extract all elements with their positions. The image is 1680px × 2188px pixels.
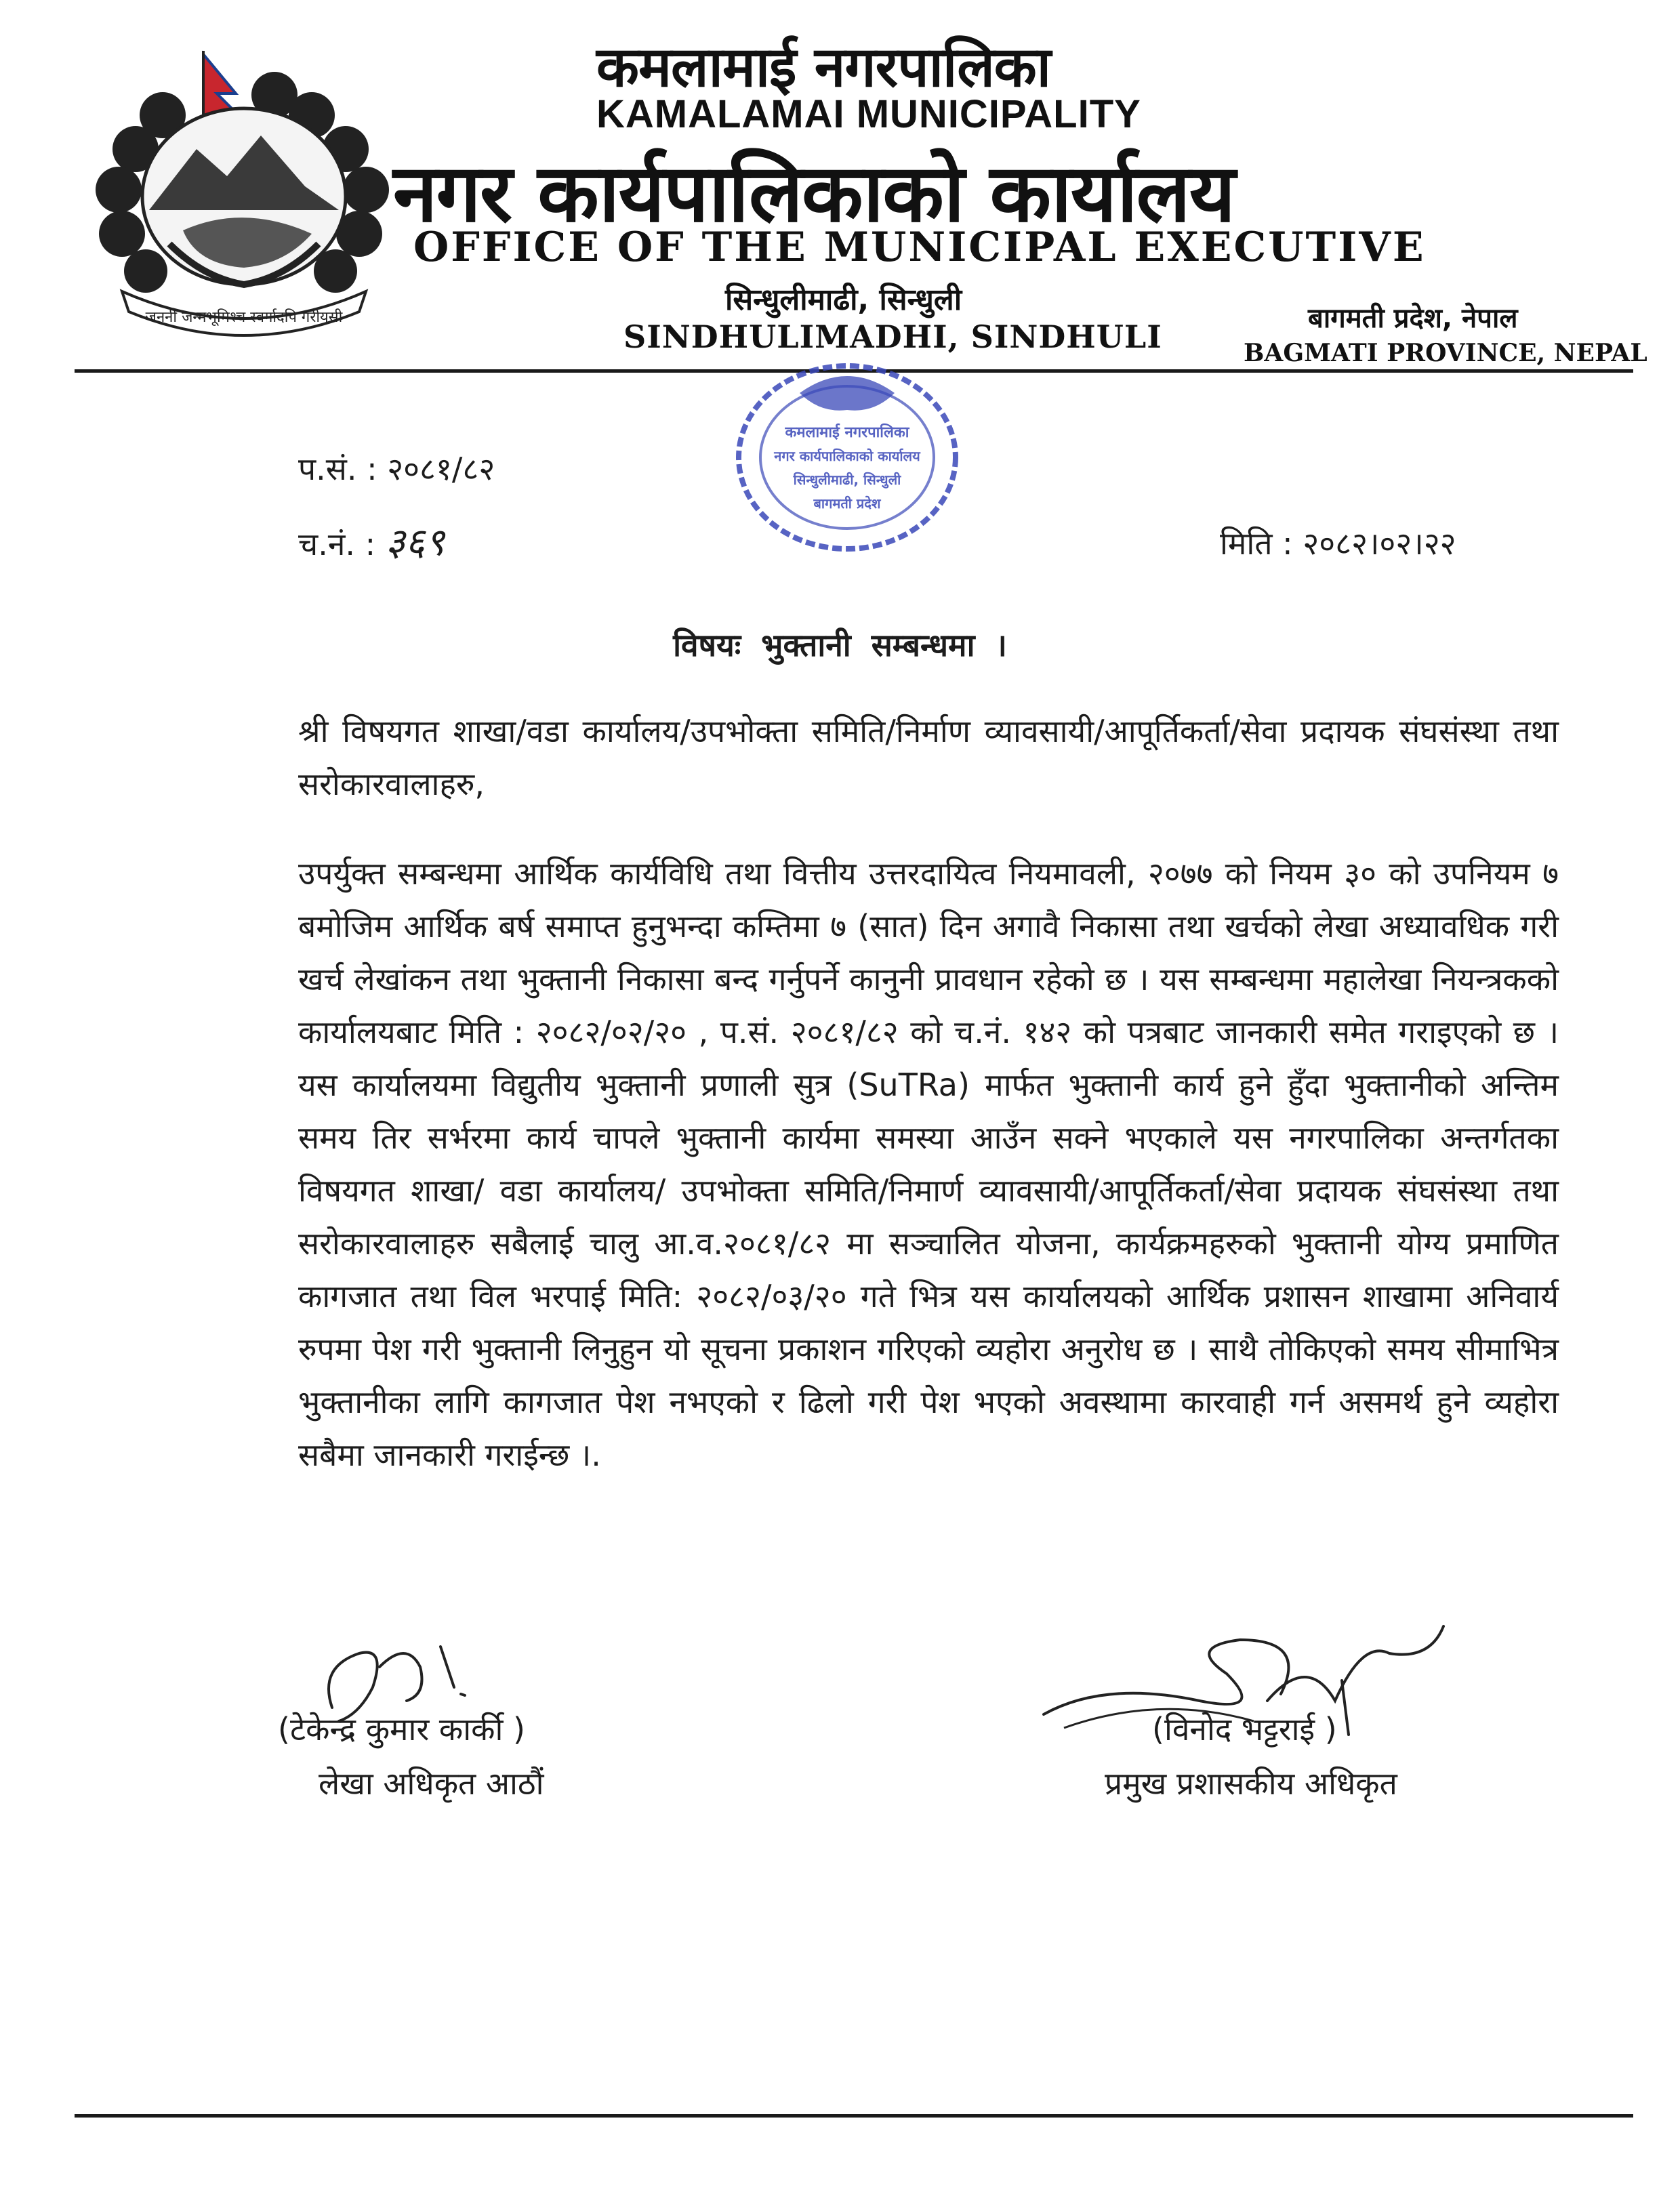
- dispatch-number-label: च.नं. :: [298, 526, 376, 562]
- office-name-en: OFFICE OF THE MUNICIPAL EXECUTIVE: [413, 224, 1426, 271]
- location-en: SINDHULIMADHI, SINDHULI: [623, 318, 1162, 355]
- footer-divider: [75, 2114, 1633, 2118]
- letter-date-value: २०८२।०२।२२: [1303, 525, 1456, 562]
- dispatch-number-value: ३६९: [385, 520, 445, 564]
- letter-date: [1220, 522, 1456, 564]
- municipality-name-np: कमलामाई नगरपालिका: [596, 35, 1051, 100]
- left-signatory-title: लेखा अधिकृत आठौं: [319, 1765, 544, 1802]
- svg-text:नगर कार्यपालिकाको कार्यालय: नगर कार्यपालिकाको कार्यालय: [774, 448, 920, 464]
- reference-number-value: २०८१/८२: [387, 451, 495, 487]
- svg-text:सिन्धुलीमाढी, सिन्धुली: सिन्धुलीमाढी, सिन्धुली: [793, 472, 901, 488]
- svg-text:बागमती प्रदेश: बागमती प्रदेश: [813, 495, 881, 512]
- nepal-emblem-icon: [81, 41, 407, 339]
- province-en: BAGMATI PROVINCE, NEPAL: [1244, 339, 1647, 367]
- dispatch-number: [298, 515, 445, 566]
- svg-text:जननी जन्मभूमिश्च स्वर्गादपि गर: जननी जन्मभूमिश्च स्वर्गादपि गरीयसी: [145, 309, 343, 326]
- letter-subject: विषयः भुक्तानी सम्बन्धमा ।: [673, 627, 1007, 663]
- municipal-seal-icon: [718, 346, 976, 556]
- right-signatory-title: प्रमुख प्रशासकीय अधिकृत: [1105, 1765, 1397, 1802]
- letter-date-label: मिति :: [1220, 525, 1293, 562]
- letter-body: उपर्युक्त सम्बन्धमा आर्थिक कार्यविधि तथा वित्तीय उत्तरदायित्व नियमावली, २०७७ को नियम ३० को उपनियम ७ बमोजिम आर्थिक बर्ष समाप्त हुनुभन्दा कम्तिमा ७ (सात) दिन अगावै निकासा तथा खर्चको लेखा अध्यावधिक गरी खर्च लेखांकन तथा भुक्तानी निकासा बन्द गर्नुपर्ने कानुनी प्रावधान रहेको छ । यस सम्बन्धमा महालेखा नियन्त्रकको कार्यालयबाट मिति : २०८२/०२/२० , प.सं. २०८१/८२ को च.नं. १४२ को पत्रबाट जानकारी समेत गराइएको छ । यस कार्यालयमा विद्युतीय भुक्तानी प्रणाली सुत्र (SuTRa) मार्फत भुक्तानी कार्य हुने हुँदा भुक्तानीको अन्तिम समय तिर सर्भरमा कार्य चापले भुक्तानी कार्यमा समस्या आउँन सक्ने भएकाले यस नगरपालिका अन्तर्गतका विषयगत शाखा/ वडा कार्यालय/ उपभोक्ता समिति/निमार्ण व्यावसायी/आपूर्तिकर्ता/सेवा प्रदायक संघसंस्था तथा सरोकारवालाहरु सबैलाई चालु आ.व.२०८१/८२ मा सञ्चालित योजना, कार्यक्रमहरुको भुक्तानी योग्य प्रमाणित कागजात तथा विल भरपाई मिति: २०८२/०३/२० गते भित्र यस कार्यालयको आर्थिक प्रशासन शाखामा अनिवार्य रुपमा पेश गरी भुक्तानी लिनुहुन यो सूचना प्रकाशन गरिएको व्यहोरा अनुरोध छ । साथै तोकिएको समय सीमाभित्र भुक्तानीका लागि कागजात पेश नभएको र ढिलो गरी पेश भएको अवस्थामा कारवाही गर्न असमर्थ हुने व्यहोरा सबैमा जानकारी गराईन्छ ।.: [298, 855, 1559, 1473]
- right-signatory-name: (विनोद भट्टराई ): [1152, 1711, 1337, 1748]
- reference-number: [298, 447, 495, 489]
- location-np: सिन्धुलीमाढी, सिन्धुली: [725, 283, 962, 317]
- office-name-np: नगर कार्यपालिकाको कार्यालय: [393, 146, 1235, 240]
- svg-text:कमलामाई नगरपालिका: कमलामाई नगरपालिका: [785, 424, 909, 441]
- left-signatory-name: (टेकेन्द्र कुमार कार्की ): [278, 1711, 525, 1748]
- province-np: बागमती प्रदेश, नेपाल: [1308, 303, 1518, 334]
- reference-number-label: प.सं. :: [298, 451, 377, 487]
- municipality-name-en: KAMALAMAI MUNICIPALITY: [596, 92, 1141, 136]
- letter-addressee: श्री विषयगत शाखा/वडा कार्यालय/उपभोक्ता समिति/निर्माण व्यावसायी/आपूर्तिकर्ता/सेवा प्रदायक संघसंस्था तथा सरोकारवालाहरु,: [298, 713, 1559, 802]
